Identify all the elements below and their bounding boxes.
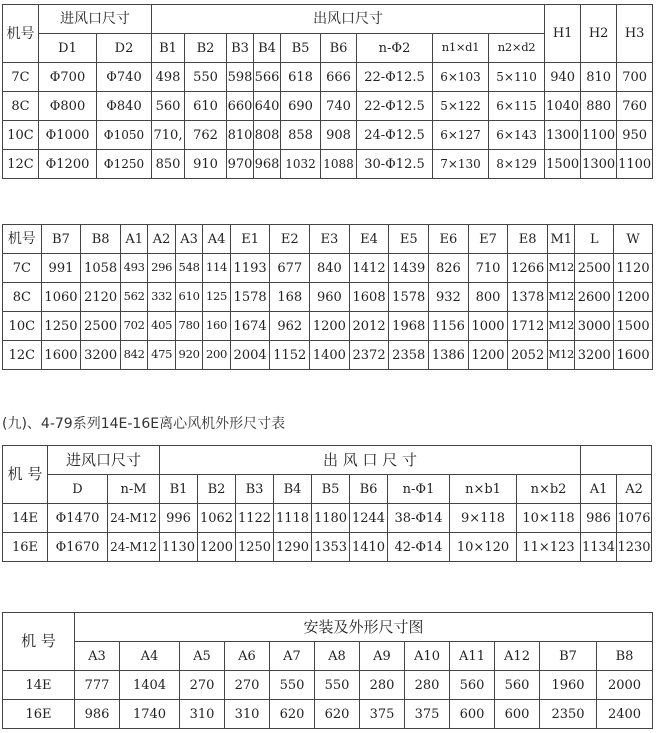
table-cell: 962	[270, 312, 310, 341]
table-cell: 2372	[349, 341, 389, 370]
table-cell: 566	[254, 63, 281, 92]
table-cell: 16E	[3, 700, 75, 729]
table-cell: 1130	[160, 533, 198, 562]
table-cell: 12C	[3, 341, 42, 370]
table-cell: 1100	[581, 121, 617, 150]
table-cell: 910	[185, 150, 227, 179]
table-cell: 920	[175, 341, 202, 370]
table-cell: 550	[185, 63, 227, 92]
table-cell: 1500	[545, 150, 581, 179]
table-cell: 2400	[597, 700, 653, 729]
table-cell: 9×118	[450, 504, 517, 533]
table-cell: 780	[175, 312, 202, 341]
table-cell: 2004	[230, 341, 270, 370]
table-row	[3, 312, 653, 341]
column-header: A5	[180, 642, 225, 671]
table-cell: 760	[617, 92, 653, 121]
table-cell: 3200	[575, 341, 614, 370]
column-header: B4	[254, 34, 281, 63]
table-cell: 1250	[236, 533, 274, 562]
table-cell: 405	[148, 312, 175, 341]
column-header: B3	[227, 34, 254, 63]
table-cell: 498	[152, 63, 185, 92]
table-cell: 777	[75, 671, 120, 700]
table-cell: 1193	[230, 254, 270, 283]
table-cell: 6×143	[489, 121, 545, 150]
column-header: A4	[203, 225, 230, 254]
table-cell: 1600	[614, 341, 653, 370]
column-header: A9	[360, 642, 405, 671]
column-header: H1	[545, 5, 581, 63]
table-cell: 42-Φ14	[388, 533, 450, 562]
table-cell: 960	[310, 283, 350, 312]
fan-dimensions-table-7c-12c-part1	[2, 4, 653, 179]
table-cell: 2120	[81, 283, 121, 312]
table-cell: 1378	[508, 283, 548, 312]
table-cell: 1122	[236, 504, 274, 533]
table-cell: 840	[310, 254, 350, 283]
table-row	[3, 150, 653, 179]
table-row	[3, 254, 653, 283]
table-cell: 950	[617, 121, 653, 150]
column-header: B1	[152, 34, 185, 63]
table-cell: 620	[315, 700, 360, 729]
column-header: M1	[548, 225, 575, 254]
column-header: H2	[581, 5, 617, 63]
table-cell: Φ1000	[39, 121, 97, 150]
column-header: B7	[41, 225, 81, 254]
column-header: B2	[198, 475, 236, 504]
column-header: E7	[468, 225, 508, 254]
table-cell: Φ1470	[48, 504, 108, 533]
table-cell: 10C	[3, 121, 39, 150]
table-cell: 8C	[3, 283, 42, 312]
table-cell: 550	[315, 671, 360, 700]
table-cell: 598	[227, 63, 254, 92]
table-cell: 1250	[41, 312, 81, 341]
table-cell: 375	[405, 700, 450, 729]
table-cell: 475	[148, 341, 175, 370]
table-cell: 14E	[3, 671, 75, 700]
table-cell: 710,	[152, 121, 185, 150]
table-cell: 548	[175, 254, 202, 283]
table-cell: 7C	[3, 254, 42, 283]
table-cell: 1578	[230, 283, 270, 312]
column-header: L	[575, 225, 614, 254]
table-cell: 6×127	[433, 121, 489, 150]
table-cell: 2052	[508, 341, 548, 370]
column-header: n×b2	[517, 475, 581, 504]
table-cell: 1600	[41, 341, 81, 370]
column-header: B8	[81, 225, 121, 254]
table-cell: 2350	[540, 700, 597, 729]
table-cell: 1244	[350, 504, 388, 533]
column-header: A4	[120, 642, 180, 671]
table-cell: 1032	[281, 150, 321, 179]
table-cell: Φ740	[97, 63, 152, 92]
table-cell: 1353	[312, 533, 350, 562]
table-cell: 22-Φ12.5	[357, 63, 433, 92]
column-header: E4	[349, 225, 389, 254]
table-cell: 810	[581, 63, 617, 92]
table-cell: M12	[548, 254, 575, 283]
table-row	[3, 283, 653, 312]
table-cell: 850	[152, 150, 185, 179]
table-cell: 493	[120, 254, 147, 283]
table-cell: 800	[468, 283, 508, 312]
column-header: n-Φ2	[357, 34, 433, 63]
column-header: A8	[315, 642, 360, 671]
column-header: n2×d2	[489, 34, 545, 63]
table-cell: 2600	[575, 283, 614, 312]
table-row	[3, 533, 652, 562]
table-cell: Φ1050	[97, 121, 152, 150]
table-cell: M12	[548, 341, 575, 370]
table-cell: Φ700	[39, 63, 97, 92]
table-cell: 1120	[614, 254, 653, 283]
table-cell: 562	[120, 283, 147, 312]
table-cell: 125	[203, 283, 230, 312]
table-cell: 332	[148, 283, 175, 312]
column-header: D	[48, 475, 108, 504]
table-cell: 880	[581, 92, 617, 121]
table-cell: 2000	[597, 671, 653, 700]
column-header: W	[614, 225, 653, 254]
table-cell: 375	[360, 700, 405, 729]
column-header: E1	[230, 225, 270, 254]
column-header: A3	[175, 225, 202, 254]
table-cell: 996	[160, 504, 198, 533]
column-header: B3	[236, 475, 274, 504]
table-cell: 280	[360, 671, 405, 700]
table-cell: 3000	[575, 312, 614, 341]
table-cell: 30-Φ12.5	[357, 150, 433, 179]
table-cell: 24-M12	[108, 504, 160, 533]
table-cell: 2358	[389, 341, 429, 370]
table-cell: 560	[450, 671, 495, 700]
column-header: A10	[405, 642, 450, 671]
column-header: n×b1	[450, 475, 517, 504]
table-cell: 700	[617, 63, 653, 92]
table-cell: Φ1250	[97, 150, 152, 179]
table-cell: 986	[581, 504, 617, 533]
table-cell: 16E	[3, 533, 48, 562]
table-cell: 1386	[429, 341, 469, 370]
table-cell: 677	[270, 254, 310, 283]
table-cell: M12	[548, 283, 575, 312]
table-row	[3, 671, 653, 700]
column-header: H3	[617, 5, 653, 63]
table-cell: 1439	[389, 254, 429, 283]
table-cell: 1200	[198, 533, 236, 562]
inlet-size-header: 进风口尺寸	[39, 5, 152, 34]
machine-number-header: 机号	[3, 5, 39, 63]
table-cell: 932	[429, 283, 469, 312]
table-cell: 666	[321, 63, 357, 92]
table-cell: 660	[227, 92, 254, 121]
table-cell: 826	[429, 254, 469, 283]
table-cell: 1578	[389, 283, 429, 312]
table-cell: 1180	[312, 504, 350, 533]
table-row	[3, 504, 652, 533]
table-cell: 600	[450, 700, 495, 729]
table-cell: 618	[281, 63, 321, 92]
column-header: B6	[350, 475, 388, 504]
table-cell: 1118	[274, 504, 312, 533]
table-cell: 986	[75, 700, 120, 729]
table-cell: 1000	[468, 312, 508, 341]
outlet-size-header: 出 风 口 尺 寸	[160, 446, 581, 475]
table-cell: 1960	[540, 671, 597, 700]
column-header: n-M	[108, 475, 160, 504]
table-cell: 810	[227, 121, 254, 150]
column-header: A3	[75, 642, 120, 671]
table-cell: 968	[254, 150, 281, 179]
column-header: B5	[281, 34, 321, 63]
table-cell: 991	[41, 254, 81, 283]
column-header: B2	[185, 34, 227, 63]
column-header: D2	[97, 34, 152, 63]
machine-number-header: 机 号	[3, 613, 75, 671]
installation-size-header: 安装及外形尺寸图	[75, 613, 653, 642]
column-header: A1	[120, 225, 147, 254]
table-cell: 5×122	[433, 92, 489, 121]
table-cell: 970	[227, 150, 254, 179]
table-cell: 6×103	[433, 63, 489, 92]
column-header: B4	[274, 475, 312, 504]
table-cell: 600	[495, 700, 540, 729]
table-cell: 808	[254, 121, 281, 150]
table-cell: 5×110	[489, 63, 545, 92]
table-cell: 740	[321, 92, 357, 121]
column-header: B8	[597, 642, 653, 671]
table-cell: 858	[281, 121, 321, 150]
column-header: B6	[321, 34, 357, 63]
table-cell: 1076	[617, 504, 652, 533]
table-row	[3, 63, 653, 92]
table-cell: 296	[148, 254, 175, 283]
table-cell: 908	[321, 121, 357, 150]
table-cell: 1300	[545, 121, 581, 150]
table-cell: 1608	[349, 283, 389, 312]
table-cell: 640	[254, 92, 281, 121]
table-cell: 1968	[389, 312, 429, 341]
table-cell: 10C	[3, 312, 42, 341]
column-header: E3	[310, 225, 350, 254]
table-cell: 7C	[3, 63, 39, 92]
column-header: B5	[312, 475, 350, 504]
table-cell: 610	[175, 283, 202, 312]
table-row	[3, 700, 653, 729]
table-cell: 1404	[120, 671, 180, 700]
table-cell: 270	[180, 671, 225, 700]
table-cell: 1200	[614, 283, 653, 312]
table-cell: 2500	[81, 312, 121, 341]
table-cell: 10×118	[517, 504, 581, 533]
table-cell: 1400	[310, 341, 350, 370]
outlet-size-header: 出风口尺寸	[152, 5, 545, 34]
column-header: E5	[389, 225, 429, 254]
table-cell: 1200	[310, 312, 350, 341]
fan-dimensions-table-14e-16e	[2, 445, 652, 562]
table-cell: 1740	[120, 700, 180, 729]
table-cell: 22-Φ12.5	[357, 92, 433, 121]
table-cell: 1088	[321, 150, 357, 179]
fan-dimensions-table-7c-12c-part2	[2, 224, 653, 370]
table-cell: 6×115	[489, 92, 545, 121]
column-header: D1	[39, 34, 97, 63]
table-cell: 160	[203, 312, 230, 341]
table-cell: 24-Φ12.5	[357, 121, 433, 150]
table-cell: 1060	[41, 283, 81, 312]
table-cell: 280	[405, 671, 450, 700]
table-cell: 610	[185, 92, 227, 121]
table-cell: 702	[120, 312, 147, 341]
table-cell: 1200	[468, 341, 508, 370]
table-cell: 114	[203, 254, 230, 283]
column-header: E6	[429, 225, 469, 254]
table-cell: 12C	[3, 150, 39, 179]
column-header: E2	[270, 225, 310, 254]
machine-number-header: 机号	[3, 225, 42, 254]
section-caption: (九)、4-79系列14E-16E离心风机外形尺寸表	[2, 416, 286, 432]
table-cell: 842	[120, 341, 147, 370]
table-cell: 38-Φ14	[388, 504, 450, 533]
column-header: A2	[148, 225, 175, 254]
table-cell: 270	[225, 671, 270, 700]
table-cell: 1290	[274, 533, 312, 562]
table-row	[3, 121, 653, 150]
empty-header-cell	[581, 446, 652, 475]
table-cell: 168	[270, 283, 310, 312]
table-cell: Φ1200	[39, 150, 97, 179]
column-header: n1×d1	[433, 34, 489, 63]
column-header: E8	[508, 225, 548, 254]
table-cell: 940	[545, 63, 581, 92]
table-cell: 1040	[545, 92, 581, 121]
column-header: A7	[270, 642, 315, 671]
table-cell: 1058	[81, 254, 121, 283]
table-cell: 1674	[230, 312, 270, 341]
table-cell: M12	[548, 312, 575, 341]
table-cell: 1300	[581, 150, 617, 179]
table-cell: 690	[281, 92, 321, 121]
table-cell: 310	[180, 700, 225, 729]
table-row	[3, 92, 653, 121]
table-cell: 710	[468, 254, 508, 283]
table-cell: 560	[495, 671, 540, 700]
table-cell: 1412	[349, 254, 389, 283]
table-cell: Φ840	[97, 92, 152, 121]
installation-dimensions-table	[2, 612, 653, 729]
table-cell: Φ800	[39, 92, 97, 121]
table-cell: 1500	[614, 312, 653, 341]
column-header: B7	[540, 642, 597, 671]
table-cell: 24-M12	[108, 533, 160, 562]
table-cell: 620	[270, 700, 315, 729]
machine-number-header: 机 号	[3, 446, 48, 504]
table-cell: 1410	[350, 533, 388, 562]
table-cell: 2012	[349, 312, 389, 341]
table-row	[3, 341, 653, 370]
table-cell: Φ1670	[48, 533, 108, 562]
column-header: n-Φ1	[388, 475, 450, 504]
table-cell: 7×130	[433, 150, 489, 179]
table-cell: 1152	[270, 341, 310, 370]
table-cell: 310	[225, 700, 270, 729]
table-cell: 550	[270, 671, 315, 700]
table-cell: 1100	[617, 150, 653, 179]
table-cell: 1134	[581, 533, 617, 562]
column-header: A11	[450, 642, 495, 671]
table-cell: 200	[203, 341, 230, 370]
column-header: A1	[581, 475, 617, 504]
column-header: B1	[160, 475, 198, 504]
table-cell: 14E	[3, 504, 48, 533]
table-cell: 560	[152, 92, 185, 121]
table-cell: 762	[185, 121, 227, 150]
table-cell: 1266	[508, 254, 548, 283]
table-cell: 1712	[508, 312, 548, 341]
table-cell: 11×123	[517, 533, 581, 562]
table-cell: 1230	[617, 533, 652, 562]
inlet-size-header: 进风口尺寸	[48, 446, 160, 475]
table-cell: 8×129	[489, 150, 545, 179]
table-cell: 1062	[198, 504, 236, 533]
table-cell: 2500	[575, 254, 614, 283]
table-cell: 8C	[3, 92, 39, 121]
column-header: A6	[225, 642, 270, 671]
table-cell: 1156	[429, 312, 469, 341]
table-cell: 10×120	[450, 533, 517, 562]
column-header: A12	[495, 642, 540, 671]
table-cell: 3200	[81, 341, 121, 370]
column-header: A2	[617, 475, 652, 504]
